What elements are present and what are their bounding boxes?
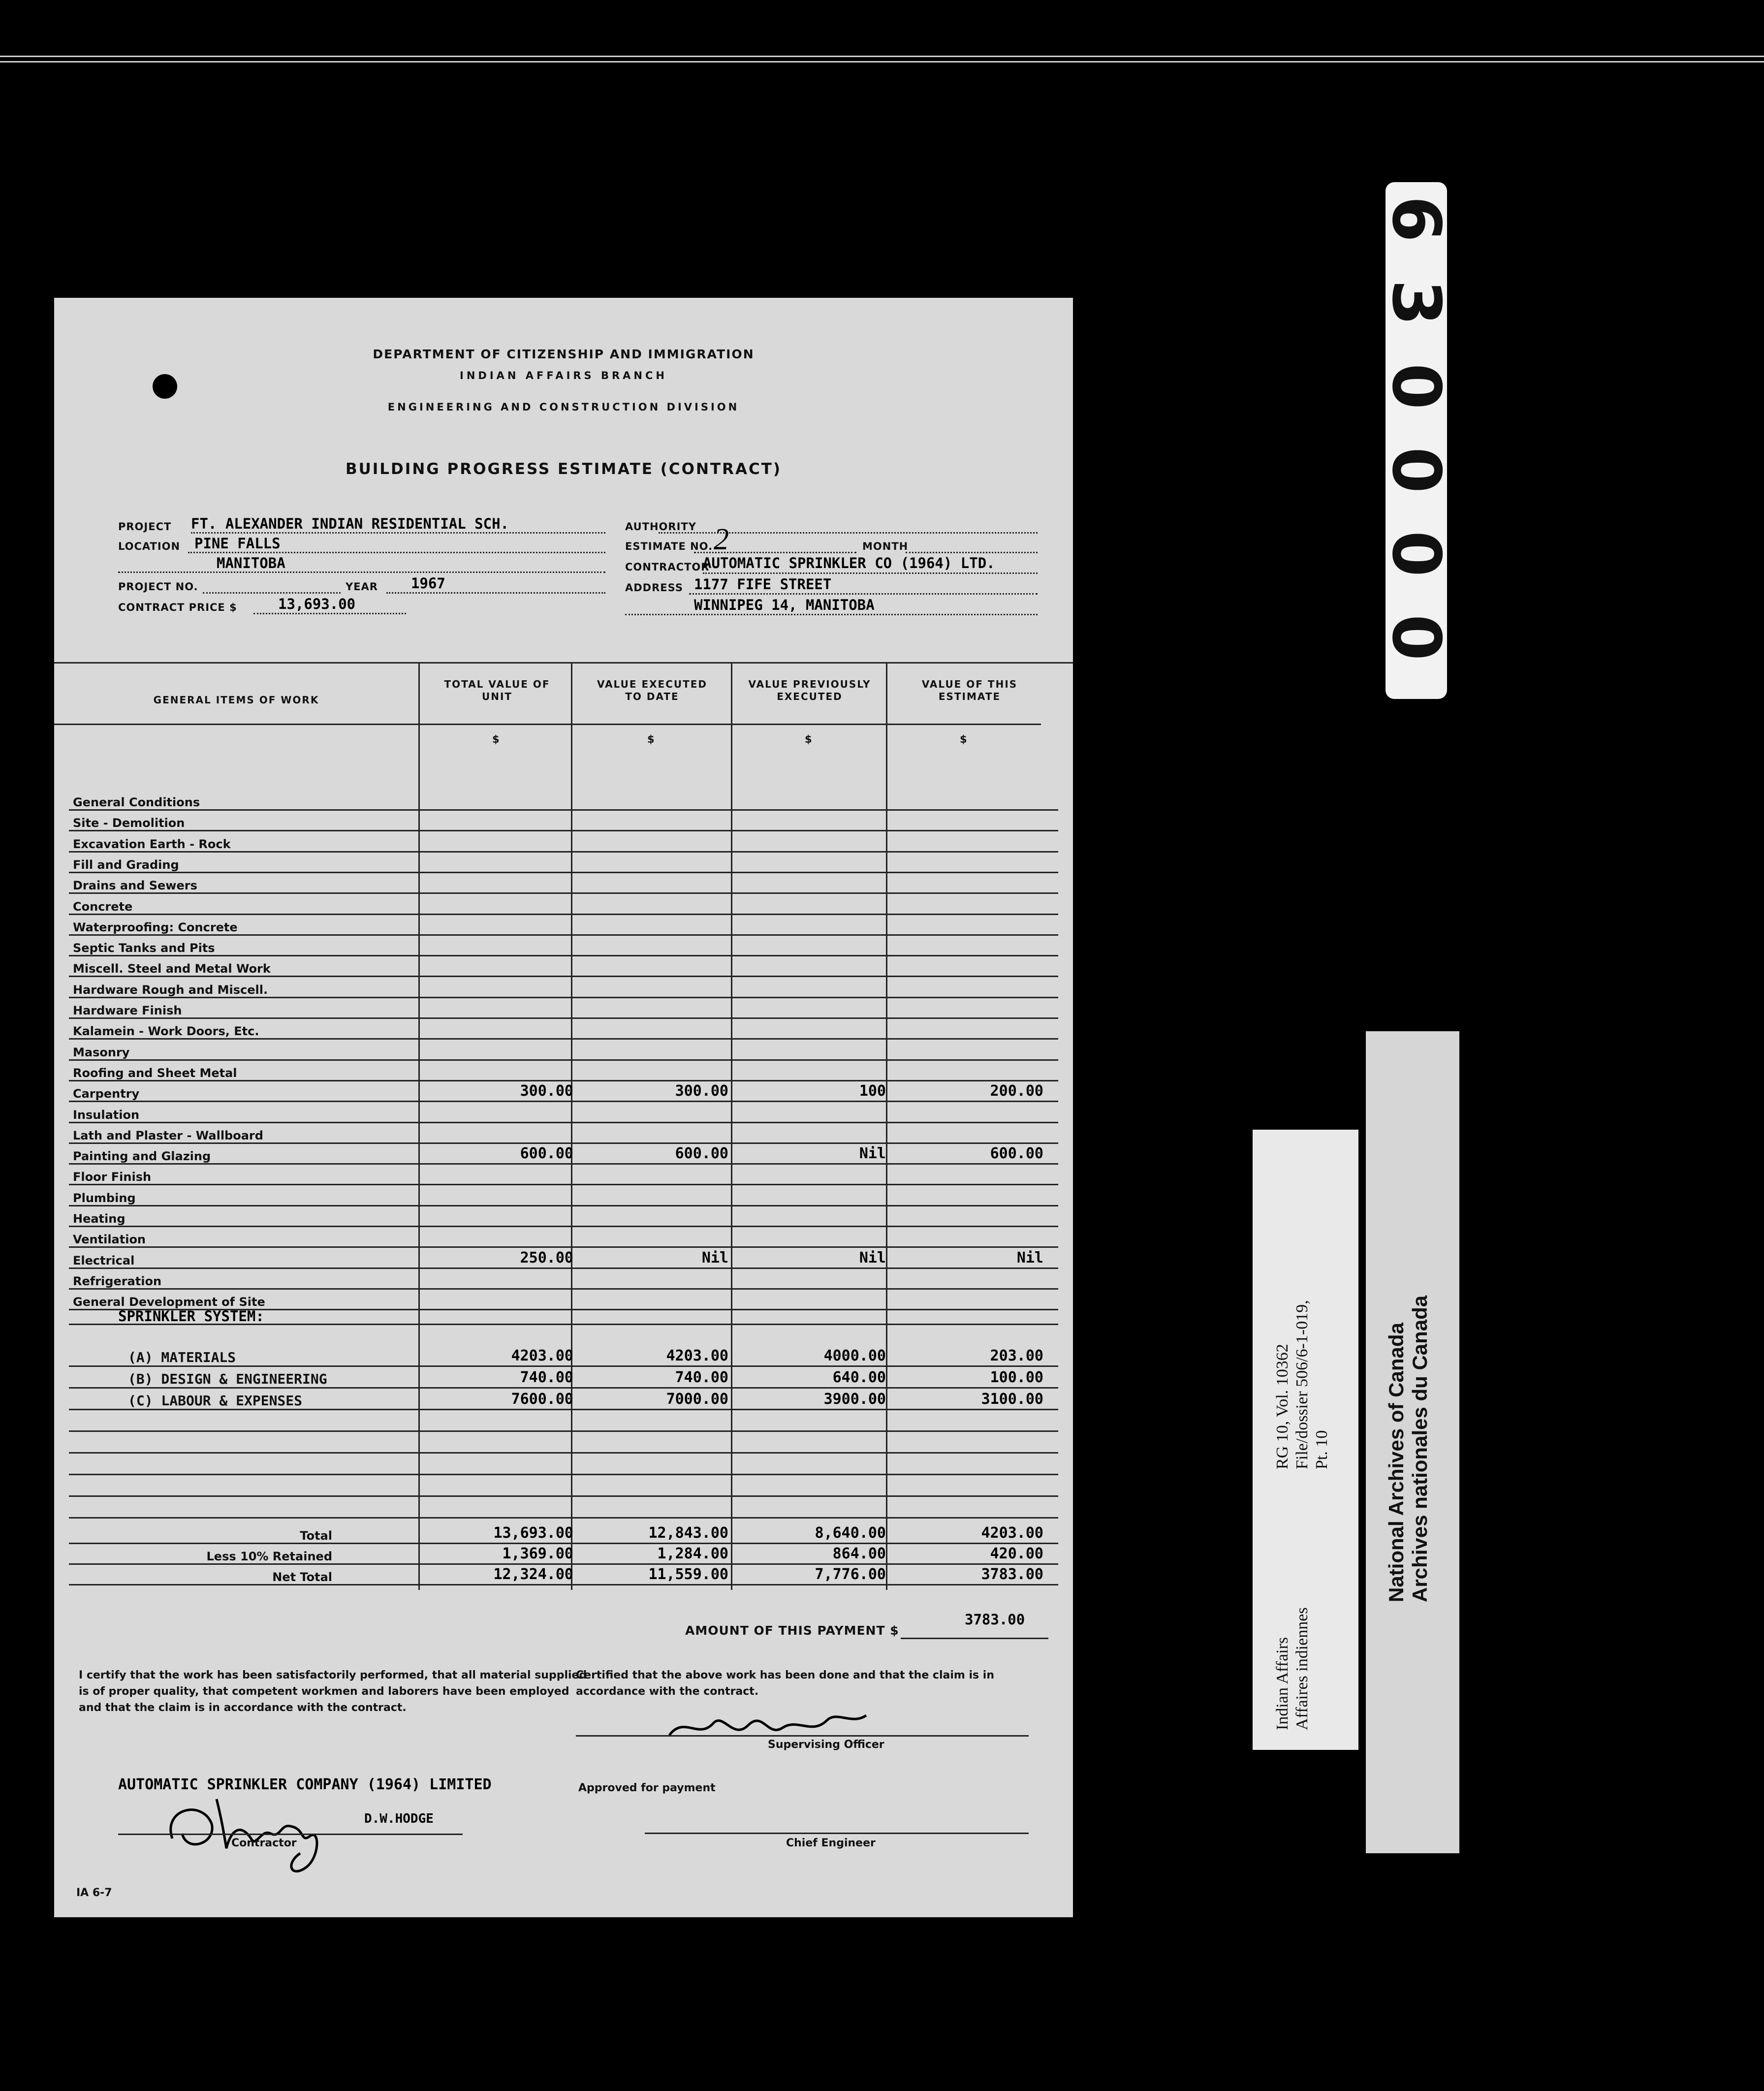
table-row [69, 956, 1058, 977]
table-row [69, 1165, 1058, 1185]
header-branch: INDIAN AFFAIRS BRANCH [460, 370, 667, 381]
work-item-label: (C) LABOUR & EXPENSES [128, 1393, 303, 1409]
cell-value: 3783.00 [981, 1566, 1043, 1583]
col-head-total-value: TOTAL VALUE OF UNIT [444, 678, 550, 702]
archive-reference-label [1253, 1130, 1358, 1750]
address-label: ADDRESS [625, 582, 683, 594]
project-label: PROJECT [118, 521, 172, 533]
project-value: FT. ALEXANDER INDIAN RESIDENTIAL SCH. [191, 515, 509, 532]
label-affaires-indiennes: Affaires indiennes [1293, 1607, 1311, 1730]
table-row [69, 1346, 1058, 1367]
table-row [69, 853, 1058, 873]
table-row [69, 1476, 1058, 1497]
total-row [69, 1523, 1058, 1544]
col-head-this-estimate: VALUE OF THIS ESTIMATE [921, 678, 1018, 702]
supervising-officer-caption: Supervising Officer [768, 1739, 884, 1751]
cell-value: 740.00 [675, 1369, 728, 1386]
location-value: PINE FALLS [194, 535, 281, 552]
officer-certification: Certified that the above work has been done and that the claim is in accordance with the contract. [576, 1669, 994, 1698]
work-item-label: Masonry [73, 1046, 130, 1059]
table-header-border [54, 724, 1041, 725]
cell-value: 200.00 [990, 1082, 1043, 1100]
cell-value: 640.00 [832, 1369, 886, 1386]
work-item-label: Refrigeration [73, 1274, 162, 1288]
table-row [69, 1019, 1058, 1040]
cell-value: 100.00 [990, 1369, 1043, 1386]
contract-price-value: 13,693.00 [278, 596, 356, 612]
currency-col1: $ [492, 733, 500, 745]
currency-col4: $ [960, 733, 968, 745]
authority-label: AUTHORITY [625, 521, 696, 533]
year-label: YEAR [346, 581, 378, 593]
table-top-border [54, 662, 1073, 664]
table-row [69, 1248, 1058, 1269]
contractor-certification: I certify that the work has been satisfactorily performed, that all material supplied is of proper quality, that competent workmen and laborers have been employed and that the claim is in accordance with the contract. [79, 1669, 587, 1714]
payment-value: 3783.00 [965, 1611, 1025, 1628]
table-row [69, 1390, 1058, 1410]
address-dotline-2 [625, 614, 1038, 615]
table-row [69, 978, 1058, 998]
cell-value: 600.00 [675, 1145, 728, 1162]
work-item-label: Hardware Finish [73, 1004, 182, 1017]
label-indian-affairs: Indian Affairs [1273, 1637, 1292, 1730]
table-row [69, 873, 1058, 894]
nac-english: National Archives of Canada [1385, 1323, 1408, 1602]
progress-estimate-form [54, 298, 1073, 1917]
work-item-label: Insulation [73, 1108, 140, 1122]
cell-value: 3100.00 [981, 1391, 1043, 1408]
table-row [69, 1206, 1058, 1227]
work-item-label: Waterproofing: Concrete [73, 920, 238, 934]
work-item-label: Hardware Rough and Miscell. [73, 983, 268, 997]
sprinkler-system-title: SPRINKLER SYSTEM: [118, 1308, 264, 1325]
table-row [69, 811, 1058, 831]
work-item-label: Electrical [73, 1254, 135, 1267]
col-head-executed-to-date: VALUE EXECUTED TO DATE [597, 678, 708, 702]
label-rg-volume: RG 10, Vol. 10362 [1273, 1344, 1292, 1469]
work-item-label: Heating [73, 1212, 126, 1226]
national-archives-label [1366, 1031, 1459, 1853]
supervising-officer-line [576, 1735, 1029, 1737]
form-title: BUILDING PROGRESS ESTIMATE (CONTRACT) [345, 460, 782, 478]
contractor-label: CONTRACTOR [625, 561, 710, 573]
currency-col3: $ [805, 733, 813, 745]
work-item-label: Total [300, 1529, 332, 1543]
contractor-caption: Contractor [231, 1837, 297, 1849]
table-row [69, 790, 1058, 811]
table-row [69, 915, 1058, 936]
nac-french: Archives nationales du Canada [1408, 1295, 1431, 1602]
cell-value: 740.00 [520, 1369, 573, 1386]
cell-value: 8,640.00 [815, 1524, 886, 1542]
cell-value: 100 [859, 1082, 886, 1100]
location-dotline-2 [118, 571, 605, 573]
archive-frame-stamp [1378, 182, 1455, 699]
cell-value: 250.00 [520, 1249, 573, 1267]
cell-value: 11,559.00 [648, 1566, 728, 1583]
address-value: 1177 FIFE STREET [694, 576, 832, 593]
work-item-label: Carpentry [73, 1087, 140, 1101]
work-item-label: Miscell. Steel and Metal Work [73, 962, 271, 976]
table-row [69, 1061, 1058, 1081]
work-item-label: Roofing and Sheet Metal [73, 1066, 237, 1080]
cell-value: 420.00 [990, 1545, 1043, 1562]
cell-value: 12,843.00 [648, 1524, 728, 1542]
signer-name: D.W.HODGE [364, 1811, 434, 1826]
table-row [69, 1455, 1058, 1475]
stamp-digit: 0 [1378, 531, 1455, 577]
cell-value: 4203.00 [981, 1524, 1043, 1542]
month-label: MONTH [862, 540, 909, 552]
work-item-label: Kalamein - Work Doors, Etc. [73, 1024, 259, 1038]
table-row [69, 1040, 1058, 1061]
location-label: LOCATION [118, 540, 181, 552]
work-item-label: Floor Finish [73, 1170, 152, 1184]
total-row [69, 1565, 1058, 1585]
stamp-digit: 0 [1378, 447, 1455, 493]
address-dotline [689, 593, 1038, 595]
work-item-label: Net Total [272, 1570, 332, 1584]
address-value-2: WINNIPEG 14, MANITOBA [694, 597, 875, 613]
header-division: ENGINEERING AND CONSTRUCTION DIVISION [387, 401, 740, 413]
table-row [69, 1368, 1058, 1389]
header-department: DEPARTMENT OF CITIZENSHIP AND IMMIGRATION [373, 347, 755, 361]
payment-underline [901, 1638, 1048, 1639]
cell-value: 300.00 [675, 1082, 728, 1100]
table-row [69, 1144, 1058, 1165]
work-item-label: Septic Tanks and Pits [73, 941, 215, 955]
currency-col2: $ [647, 733, 655, 745]
table-row [69, 894, 1058, 915]
table-row [69, 1123, 1058, 1144]
work-item-label: Plumbing [73, 1191, 136, 1205]
cell-value: Nil [1016, 1249, 1043, 1267]
work-item-label: Ventilation [73, 1233, 146, 1246]
contractor-dotline [703, 572, 1038, 574]
cell-value: Nil [859, 1145, 886, 1162]
table-row [69, 832, 1058, 853]
work-item-label: Lath and Plaster - Wallboard [73, 1129, 263, 1142]
cell-value: 1,369.00 [502, 1545, 573, 1562]
work-item-label: Drains and Sewers [73, 879, 197, 892]
table-row [69, 1186, 1058, 1206]
table-row [69, 1081, 1058, 1102]
location-dotline [188, 552, 605, 553]
label-file-dossier: File/dossier 506/6-1-019, [1293, 1300, 1311, 1469]
work-item-label: Painting and Glazing [73, 1149, 211, 1163]
contractor-signature-line [118, 1834, 463, 1835]
stamp-digit: 0 [1378, 363, 1455, 410]
work-item-label: Less 10% Retained [206, 1550, 332, 1563]
location-value-2: MANITOBA [217, 555, 285, 571]
project-dotline [191, 532, 605, 534]
film-edge-line-top [0, 56, 1764, 57]
cell-value: 1,284.00 [657, 1545, 728, 1562]
contract-price-dotline [253, 613, 406, 614]
contract-price-label: CONTRACT PRICE $ [118, 602, 237, 613]
cell-value: Nil [701, 1249, 728, 1267]
table-row [69, 1103, 1058, 1123]
year-value: 1967 [411, 575, 445, 592]
cell-value: 7600.00 [511, 1391, 573, 1408]
form-number: IA 6-7 [76, 1887, 112, 1899]
work-item-label: Concrete [73, 900, 133, 914]
estimate-no-label: ESTIMATE NO. [625, 540, 713, 552]
project-no-dotline [203, 592, 341, 594]
cell-value: Nil [859, 1249, 886, 1267]
cell-value: 4000.00 [823, 1347, 886, 1364]
cell-value: 864.00 [832, 1545, 886, 1562]
cell-value: 3900.00 [823, 1391, 886, 1408]
table-row [69, 936, 1058, 956]
year-dotline [386, 592, 605, 594]
col-head-previously-executed: VALUE PREVIOUSLY EXECUTED [748, 678, 871, 702]
cell-value: 7000.00 [666, 1391, 728, 1408]
work-item-label: Excavation Earth - Rock [73, 837, 231, 851]
contractor-signature [158, 1779, 374, 1883]
payment-label: AMOUNT OF THIS PAYMENT $ [685, 1623, 899, 1638]
label-part: Pt. 10 [1313, 1430, 1331, 1469]
table-row [69, 1269, 1058, 1290]
cell-value: 12,324.00 [493, 1566, 573, 1583]
stamp-digit: 3 [1378, 280, 1455, 326]
work-item-label: (A) MATERIALS [128, 1349, 236, 1365]
col-head-items: GENERAL ITEMS OF WORK [153, 694, 319, 706]
cell-value: 203.00 [990, 1347, 1043, 1364]
project-no-label: PROJECT NO. [118, 581, 198, 593]
approved-for-payment: Approved for payment [578, 1782, 716, 1794]
work-item-label: General Development of Site [73, 1295, 265, 1309]
work-item-label: Fill and Grading [73, 858, 179, 872]
estimate-no-value: 2 [714, 523, 729, 556]
cell-value: 7,776.00 [815, 1566, 886, 1583]
table-row [69, 1498, 1058, 1519]
film-edge-line-bottom [0, 61, 1764, 63]
work-item-label: (B) DESIGN & ENGINEERING [128, 1371, 327, 1387]
cell-value: 300.00 [520, 1082, 573, 1100]
chief-engineer-line [645, 1833, 1029, 1834]
table-row [69, 1227, 1058, 1248]
cell-value: 4203.00 [666, 1347, 728, 1364]
table-row [69, 1411, 1058, 1432]
stamp-digit: 6 [1378, 196, 1455, 242]
cell-value: 13,693.00 [493, 1524, 573, 1542]
contractor-company-name: AUTOMATIC SPRINKLER COMPANY (1964) LIMITED [118, 1776, 492, 1793]
contractor-value: AUTOMATIC SPRINKLER CO (1964) LTD. [703, 555, 995, 571]
cell-value: 600.00 [520, 1145, 573, 1162]
table-row [69, 998, 1058, 1019]
stamp-digit: 0 [1378, 614, 1455, 661]
cell-value: 600.00 [990, 1145, 1043, 1162]
chief-engineer-caption: Chief Engineer [786, 1837, 876, 1849]
table-row [69, 1433, 1058, 1454]
cell-value: 4203.00 [511, 1347, 573, 1364]
total-row [69, 1544, 1058, 1565]
month-dotline [906, 552, 1038, 553]
work-item-label: Site - Demolition [73, 816, 185, 830]
work-item-label: General Conditions [73, 795, 200, 809]
